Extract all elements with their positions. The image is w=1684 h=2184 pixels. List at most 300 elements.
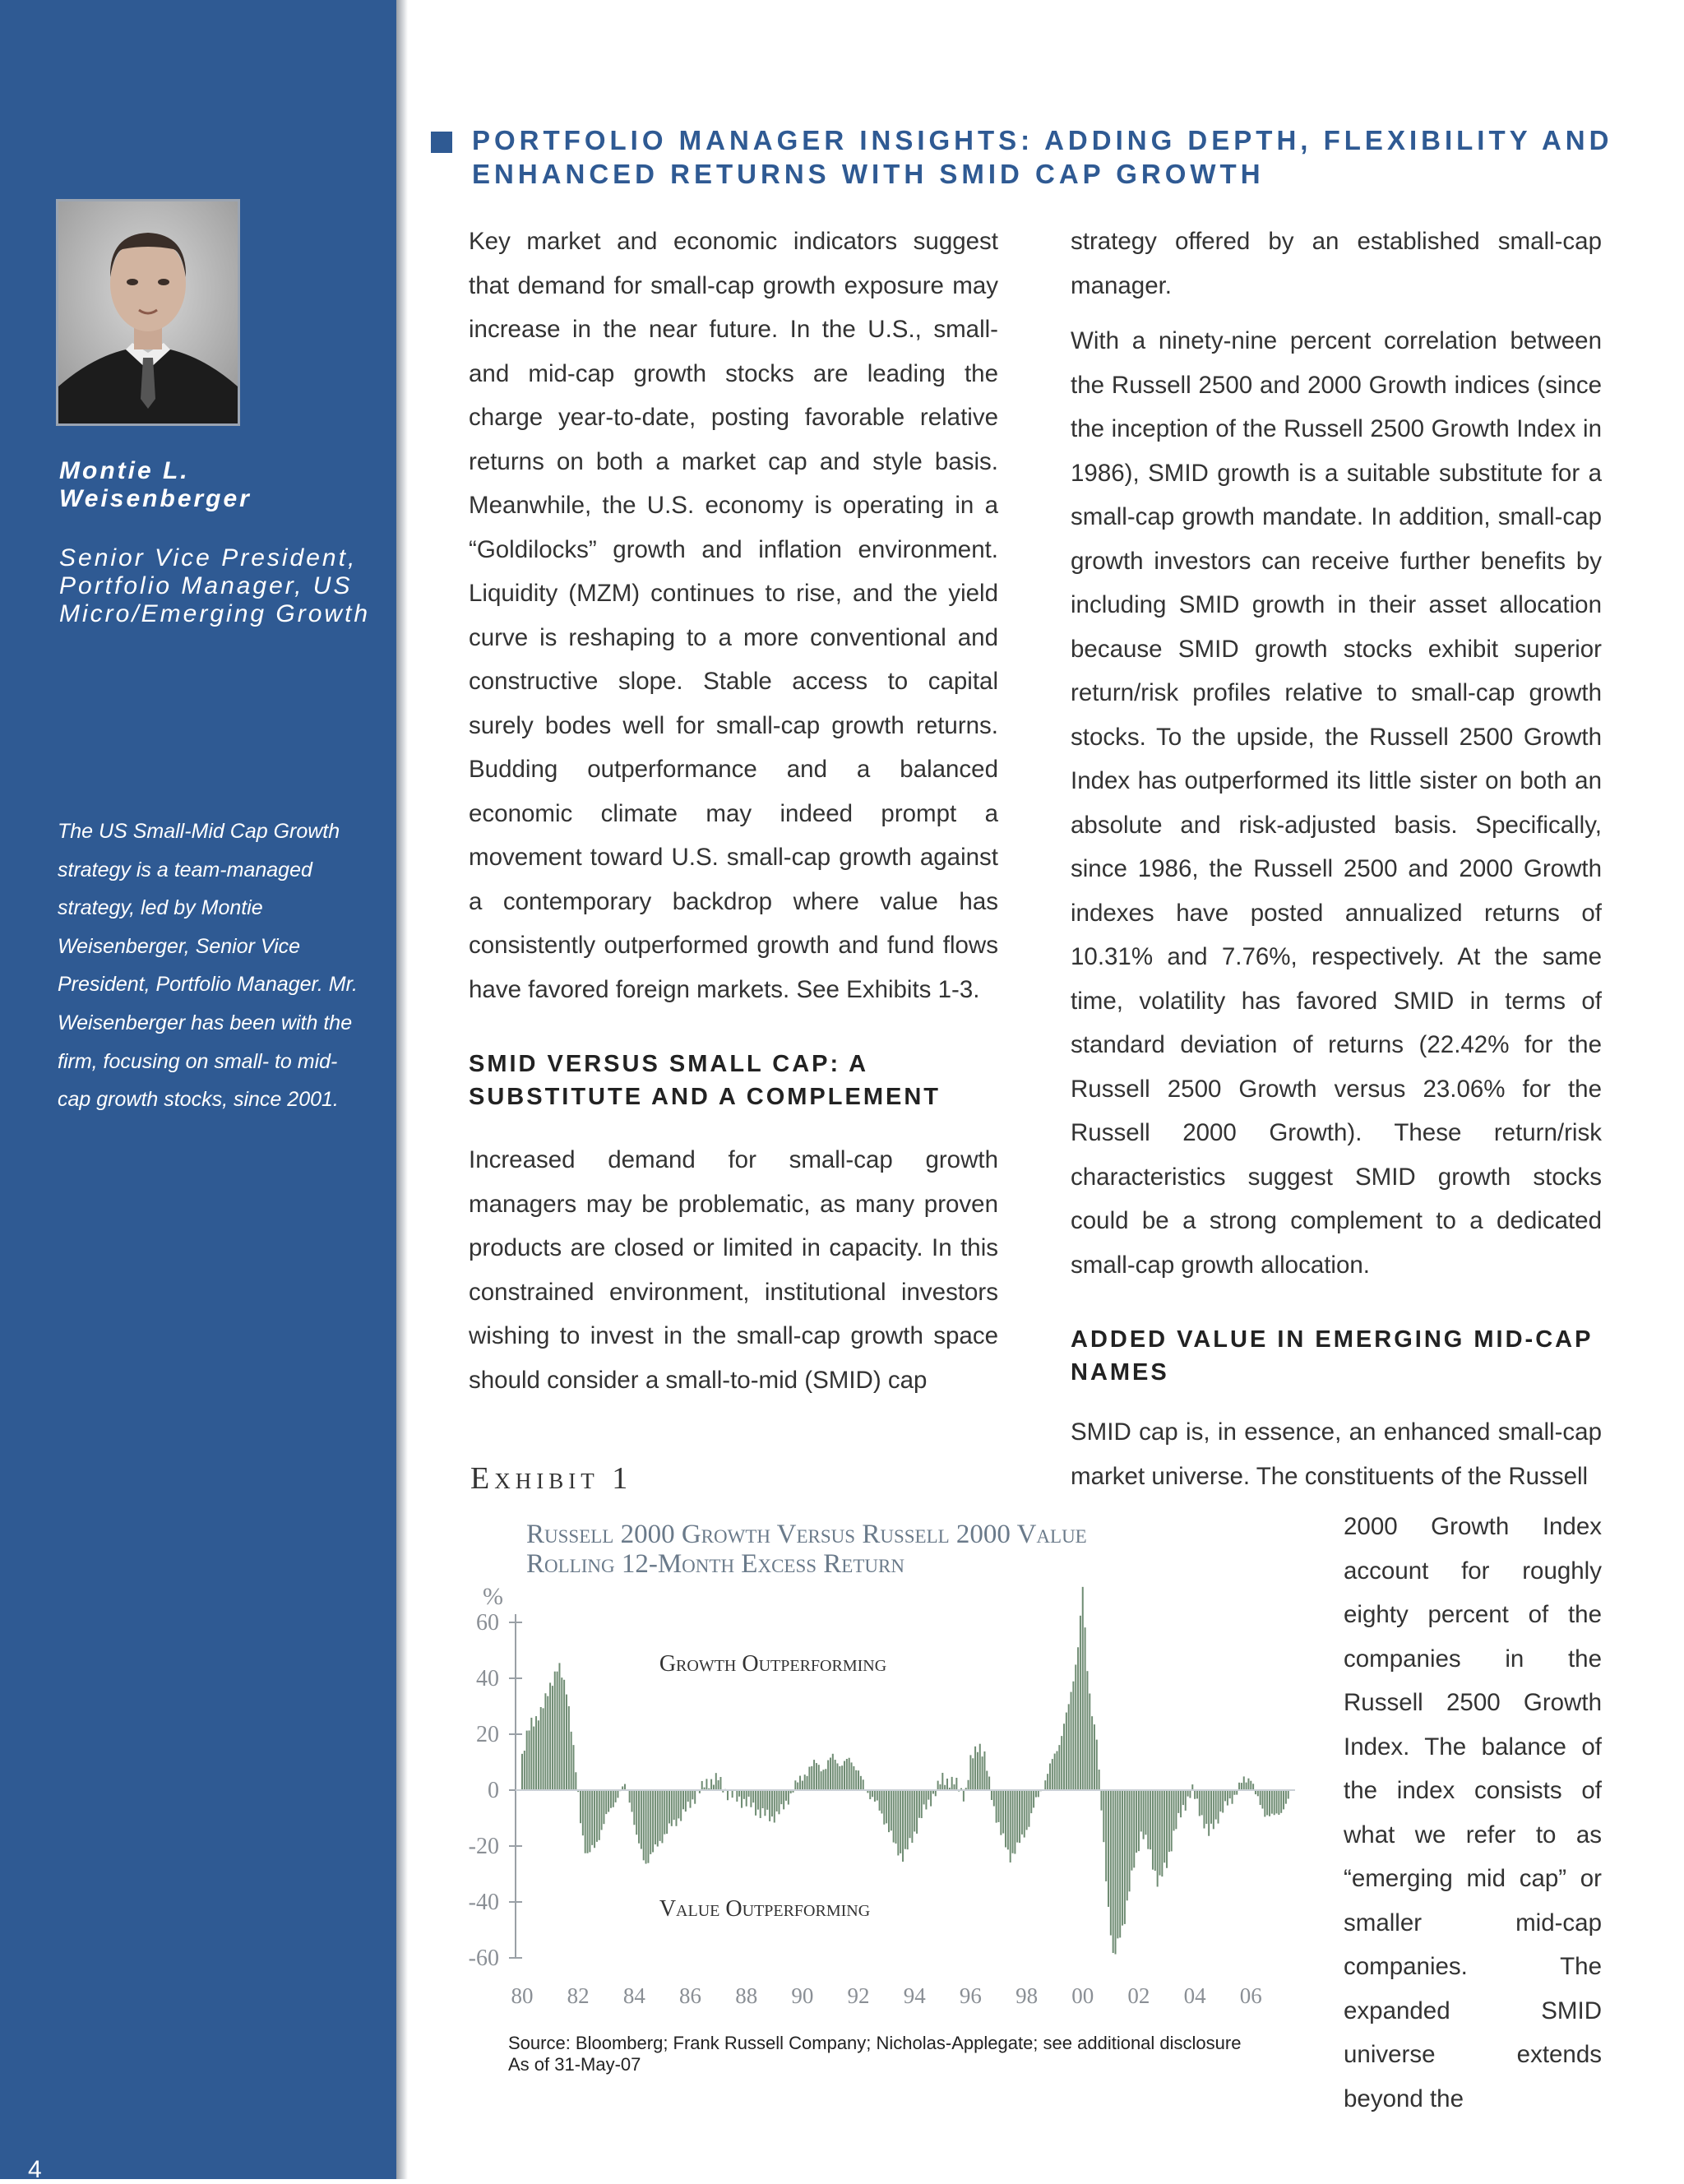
x-tick-label: 88 — [735, 1983, 758, 2008]
chart-bar — [1246, 1783, 1247, 1790]
y-axis-label: % — [483, 1583, 503, 1610]
chart-bar — [1124, 1790, 1126, 1924]
chart-bar — [750, 1790, 752, 1807]
chart-bar — [1191, 1784, 1193, 1790]
chart-bar — [526, 1731, 528, 1790]
chart-bar — [893, 1790, 895, 1843]
chart-bar — [1005, 1790, 1006, 1848]
chart-bar — [1085, 1627, 1086, 1790]
chart-bar — [937, 1781, 939, 1790]
paragraph: Key market and economic indicators suggest that demand for small-cap growth exposure may increase in the near future. In the U.S., small- and mid-cap growth stocks are leading the charge year-to-date, posting favorable relative returns on both a market cap and style basis. Meanwhile, the U.S. economy is operating in a “Goldilocks” growth and inflation environment. Liquidity (MZM) continues to rise, and the yield curve is reshaping to a more conventional and constructive slope. Stable access to capital surely bodes well for small-cap growth returns. Budding outperformance and a balanced economic climate may indeed prompt a movement toward U.S. small-cap growth against a contemporary backdrop where value has consistently outperformed growth and fund flows have favored foreign markets. See Exhibits 1-3. — [469, 228, 998, 1003]
chart-bar — [1094, 1724, 1095, 1790]
chart-bar — [907, 1790, 909, 1849]
chart-bar — [1066, 1713, 1067, 1790]
chart-bar — [1131, 1790, 1132, 1871]
chart-bar — [846, 1759, 848, 1790]
chart-bar — [664, 1790, 665, 1835]
chart-bar — [1129, 1790, 1131, 1891]
y-tick-label: 60 — [476, 1610, 499, 1636]
chart-bar — [982, 1756, 983, 1790]
chart-bar — [615, 1790, 617, 1802]
x-tick-label: 94 — [903, 1983, 926, 2008]
x-tick-label: 92 — [847, 1983, 870, 2008]
chart-bar — [921, 1790, 923, 1818]
chart-bar — [853, 1766, 854, 1790]
chart-bar — [1180, 1790, 1182, 1817]
chart-bar — [888, 1790, 890, 1832]
chart-bar — [1038, 1790, 1039, 1797]
chart-bar — [963, 1790, 965, 1802]
chart-bar — [1288, 1790, 1289, 1799]
chart-bar — [983, 1751, 985, 1790]
chart-bar — [596, 1790, 598, 1842]
chart-bar — [636, 1790, 637, 1835]
chart-bar — [591, 1790, 593, 1845]
chart-bar — [811, 1766, 812, 1790]
y-tick-label: 40 — [476, 1666, 499, 1691]
chart-bar — [557, 1672, 558, 1790]
x-tick-label: 80 — [511, 1983, 534, 2008]
chart-bar — [902, 1790, 904, 1862]
chart-bar — [732, 1790, 733, 1798]
chart-bar — [624, 1784, 626, 1790]
x-tick-label: 96 — [959, 1983, 982, 2008]
chart-bar — [832, 1754, 834, 1790]
chart-bar — [1014, 1790, 1015, 1854]
chart-bar — [1187, 1790, 1189, 1797]
chart-bar — [923, 1790, 925, 1804]
chart-bar — [678, 1790, 679, 1818]
chart-bar — [776, 1790, 778, 1812]
chart-bar — [1113, 1790, 1114, 1953]
chart-bar — [900, 1790, 901, 1853]
chart-bar — [1161, 1790, 1163, 1876]
chart-bar — [1100, 1790, 1102, 1811]
chart-bar — [1044, 1780, 1046, 1790]
chart-bar — [1115, 1790, 1117, 1955]
y-tick-label: 0 — [488, 1778, 499, 1803]
chart-bar — [1068, 1704, 1070, 1790]
chart-bar — [1021, 1790, 1023, 1835]
chart-bar — [1164, 1790, 1165, 1862]
chart-bar — [783, 1790, 784, 1809]
chart-bar — [748, 1790, 750, 1797]
chart-bar — [610, 1790, 612, 1808]
chart-bar — [954, 1784, 955, 1790]
chart-bar — [533, 1727, 534, 1790]
chart-bar — [766, 1790, 768, 1810]
chart-bar — [986, 1771, 988, 1790]
chart-bar — [1224, 1790, 1226, 1801]
x-tick-label: 02 — [1127, 1983, 1150, 2008]
chart-bar — [650, 1790, 651, 1854]
chart-bar — [1099, 1770, 1100, 1790]
chart-title: Russell 2000 Growth Versus Russell 2000 Value — [526, 1520, 1087, 1549]
chart-bar — [977, 1752, 978, 1790]
chart-bar — [1264, 1790, 1265, 1816]
chart-bar — [911, 1790, 913, 1843]
chart-bar — [1257, 1790, 1259, 1796]
chart-bar — [804, 1774, 806, 1790]
chart-bar — [1010, 1790, 1011, 1862]
chart-bar — [718, 1780, 719, 1790]
chart-bar — [778, 1790, 780, 1814]
chart-bar — [821, 1771, 822, 1790]
chart-bar — [794, 1780, 796, 1790]
chart-bar — [886, 1790, 887, 1823]
chart-bar — [1119, 1790, 1121, 1937]
chart-bar — [1026, 1790, 1028, 1830]
chart-bar — [1227, 1790, 1228, 1806]
chart-bar — [1171, 1790, 1173, 1851]
chart-bar — [825, 1769, 826, 1790]
chart-bar — [925, 1790, 927, 1810]
chart-bar — [1000, 1790, 1002, 1835]
x-tick-label: 98 — [1015, 1983, 1039, 2008]
chart-bar — [690, 1790, 692, 1808]
chart-bar — [883, 1790, 885, 1825]
chart-bar — [1117, 1790, 1118, 1938]
chart-bar — [855, 1770, 857, 1790]
chart-bar — [561, 1677, 562, 1790]
chart-bar — [741, 1790, 743, 1808]
chart-bar — [585, 1790, 586, 1853]
chart-bar — [666, 1790, 668, 1834]
chart-bar — [715, 1773, 717, 1790]
chart-bar — [755, 1790, 756, 1816]
chart-bar — [701, 1781, 703, 1790]
chart-bar — [764, 1790, 766, 1816]
right-column-wrap-text: 2000 Growth Index account for roughly eighty percent of the companies in the Russell 2500 Growth Index. The balance of the index consists of what we refer to as “emerging mid cap” or smaller mid-cap companies. The expanded SMID universe extends beyond the — [1344, 1513, 1602, 2112]
paragraph: With a ninety-nine percent correlation between the Russell 2500 and 2000 Growth indices (since the inception of the Russell 2500 Growth Index in 1986), SMID growth is a suitable substitute for a small-cap growth mandate. In addition, small-cap growth investors can receive further benefits by including SMID growth in their asset allocation because SMID growth stocks exhibit superior return/risk profiles relative to small-cap growth stocks. To the upside, the Russell 2500 Growth Index has outperformed its little sister on both an absolute and risk-adjusted basis. Specifically, since 1986, the Russell 2500 and 2000 Growth indexes have posted annualized returns of 10.31% and 7.76%, respectively. At the same time, volatility has favored SMID in terms of standard deviation of returns (22.42% for the Russell 2500 Growth versus 23.06% for the Russell 2000 Growth). These return/risk characteristics suggest SMID growth stocks could be a strong complement to a dedicated small-cap growth allocation. — [1071, 327, 1602, 1279]
sidebar-shadow — [396, 0, 408, 2179]
chart-bar — [909, 1790, 911, 1838]
chart-bar — [1266, 1790, 1268, 1815]
chart-bar — [827, 1761, 829, 1790]
chart-bar — [1159, 1790, 1161, 1876]
chart-bar — [1138, 1790, 1140, 1851]
chart-bar — [694, 1790, 696, 1804]
chart-bar — [687, 1790, 689, 1802]
page-number: 4 — [28, 2156, 42, 2183]
chart-bar — [685, 1790, 687, 1812]
chart-bar — [830, 1757, 831, 1790]
chart-bar — [972, 1758, 974, 1790]
chart-bar — [935, 1790, 937, 1796]
chart-bar — [1054, 1754, 1056, 1790]
chart-bar — [869, 1790, 871, 1799]
chart-bar — [529, 1730, 530, 1790]
chart-bar — [736, 1790, 738, 1802]
chart-bar — [1213, 1790, 1214, 1829]
chart-bar — [939, 1784, 941, 1790]
chart-bar — [573, 1745, 575, 1790]
chart-bar — [1247, 1779, 1249, 1790]
chart-bar — [1173, 1790, 1175, 1830]
chart-bar — [629, 1790, 631, 1802]
exhibit-label: Exhibit 1 — [470, 1461, 633, 1496]
chart-bar — [540, 1707, 542, 1790]
chart-bar — [568, 1706, 570, 1790]
chart-bar — [877, 1790, 878, 1801]
chart-bar — [808, 1767, 810, 1790]
chart-bar — [659, 1790, 661, 1841]
chart-bar — [752, 1790, 754, 1802]
chart-bar — [1219, 1790, 1221, 1812]
chart-bar — [997, 1790, 999, 1822]
y-tick-label: -40 — [468, 1890, 499, 1915]
chart-bar — [969, 1755, 971, 1790]
chart-bar — [692, 1790, 693, 1799]
chart-bar — [799, 1776, 801, 1790]
chart-bar — [930, 1790, 932, 1807]
chart-bar — [535, 1716, 537, 1790]
chart-bar — [1152, 1790, 1154, 1870]
chart-bar — [1122, 1790, 1123, 1926]
chart-bar — [813, 1760, 815, 1790]
chart-bar — [996, 1790, 997, 1823]
section-subheading: SMID VERSUS SMALL CAP: A SUBSTITUTE AND A COMPLEMENT — [469, 1051, 941, 1110]
chart-bar — [1007, 1790, 1009, 1849]
chart-bar — [1203, 1790, 1205, 1829]
chart-bar — [822, 1770, 824, 1790]
chart-bar — [617, 1790, 618, 1798]
chart-bar — [1096, 1740, 1098, 1790]
chart-bar — [1194, 1790, 1196, 1799]
chart-bar — [835, 1760, 836, 1790]
x-tick-label: 82 — [567, 1983, 590, 2008]
chart-bar — [558, 1663, 560, 1790]
chart-bar — [594, 1790, 595, 1848]
chart-bar — [1058, 1745, 1060, 1790]
chart-bar — [530, 1718, 532, 1790]
chart-bar — [605, 1790, 607, 1814]
source-line: Source: Bloomberg; Frank Russell Company; Nicholas-Applegate; see additional disclosure — [508, 2033, 1242, 2053]
chart-bar — [879, 1790, 881, 1811]
y-tick-label: -60 — [468, 1946, 499, 1971]
chart-bar — [655, 1790, 656, 1844]
y-tick-label: 20 — [476, 1722, 499, 1747]
chart-bar — [710, 1779, 712, 1790]
chart-bar — [968, 1780, 969, 1790]
heading-square-icon — [431, 132, 452, 153]
chart-bar — [1024, 1790, 1025, 1838]
chart-bar — [680, 1790, 682, 1821]
chart-bar — [1276, 1790, 1278, 1813]
chart-bar — [1143, 1790, 1145, 1839]
chart-bar — [1260, 1790, 1261, 1805]
chart-bar — [928, 1790, 929, 1800]
chart-bar — [1071, 1692, 1072, 1790]
chart-bar — [1033, 1790, 1034, 1807]
chart-bar — [571, 1732, 572, 1790]
chart-bar — [1215, 1790, 1217, 1820]
chart-bar — [895, 1790, 897, 1844]
chart-bar — [727, 1790, 729, 1800]
chart-bar — [1072, 1682, 1074, 1790]
chart-bar — [1210, 1790, 1212, 1824]
chart-bar — [613, 1790, 614, 1807]
chart-bar — [1077, 1647, 1079, 1790]
chart-bar — [1133, 1790, 1135, 1867]
manager-bio: The US Small-Mid Cap Growth strategy is a team-managed strategy, led by Montie Weisenberger, Senior Vice President, Portfolio Manager. Mr. Weisenberger has been with the firm, focusing on small- to mid-cap growth stocks, since 2001. — [58, 820, 358, 1112]
chart-bar — [1205, 1790, 1207, 1824]
chart-bar — [1110, 1790, 1112, 1936]
chart-bar — [816, 1763, 817, 1790]
chart-bar — [757, 1790, 759, 1810]
chart-bar — [955, 1778, 957, 1790]
chart-bar — [1136, 1790, 1137, 1853]
chart-bar — [1271, 1790, 1273, 1814]
chart-bar — [538, 1720, 539, 1790]
chart-bar — [1105, 1790, 1107, 1881]
chart-bar — [1049, 1764, 1051, 1790]
chart-bar — [521, 1754, 523, 1790]
manager-name: Montie L. Weisenberger — [59, 457, 252, 512]
chart-bar — [1012, 1790, 1014, 1853]
exhibit-chart — [444, 1510, 1307, 2036]
chart-bar — [807, 1776, 808, 1790]
chart-bar — [1030, 1790, 1032, 1813]
chart-bar — [1261, 1790, 1263, 1808]
chart-bar — [839, 1766, 840, 1790]
paragraph: SMID cap is, in essence, an enhanced small-cap market universe. The constituents of the Russell — [1071, 1418, 1602, 1490]
chart-bar — [1091, 1716, 1093, 1790]
chart-bar — [1127, 1790, 1128, 1900]
chart-bar — [1177, 1790, 1179, 1813]
chart-bar — [1154, 1790, 1156, 1871]
chart-bar — [587, 1790, 589, 1853]
chart-bar — [872, 1790, 873, 1797]
chart-bar — [946, 1779, 948, 1790]
chart-bar — [1103, 1790, 1104, 1842]
chart-bar — [771, 1790, 773, 1816]
chart-bar — [874, 1790, 876, 1802]
as-of-line: As of 31-May-07 — [508, 2054, 641, 2075]
chart-bar — [1150, 1790, 1151, 1849]
chart-bar — [1285, 1790, 1287, 1804]
x-tick-label: 90 — [791, 1983, 814, 2008]
chart-bar — [1274, 1790, 1275, 1815]
chart-bar — [851, 1762, 853, 1790]
chart-bar — [891, 1790, 892, 1830]
x-tick-label: 06 — [1239, 1983, 1262, 2008]
chart-bar — [657, 1790, 659, 1847]
chart-bar — [1145, 1790, 1146, 1835]
chart-bar — [743, 1790, 745, 1799]
manager-title: Senior Vice President, Portfolio Manager, US Micro/Emerging Growth — [59, 544, 371, 627]
chart-bar — [1250, 1781, 1251, 1790]
chart-bar — [669, 1790, 670, 1823]
chart-bar — [1052, 1759, 1053, 1790]
chart-bar — [1168, 1790, 1170, 1852]
manager-photo — [56, 199, 240, 426]
chart-bar — [673, 1790, 675, 1820]
chart-bar — [769, 1790, 770, 1821]
chart-bar — [760, 1790, 761, 1818]
chart-bar — [1057, 1751, 1058, 1790]
x-tick-label: 00 — [1071, 1983, 1094, 2008]
chart-bar — [641, 1790, 642, 1849]
chart-bar — [647, 1790, 649, 1863]
chart-bar — [608, 1790, 609, 1812]
x-tick-label: 86 — [679, 1983, 702, 2008]
chart-bar — [580, 1790, 581, 1823]
chart-bar — [661, 1790, 663, 1843]
chart-source — [508, 2033, 1281, 2075]
chart-bar — [1080, 1616, 1081, 1790]
chart-bar — [1232, 1790, 1233, 1804]
page-title: PORTFOLIO MANAGER INSIGHTS: ADDING DEPTH, FLEXIBILITY AND ENHANCED RETURNS WITH SMID CAP GROWTH — [472, 125, 1613, 189]
chart-bar — [738, 1790, 740, 1797]
chart-bar — [1243, 1776, 1245, 1790]
chart-bar — [1196, 1790, 1198, 1798]
chart-bar — [1280, 1790, 1282, 1813]
chart-bar — [1238, 1783, 1240, 1790]
chart-bar — [589, 1790, 590, 1852]
chart-bar — [991, 1790, 992, 1800]
chart-bar — [1108, 1790, 1109, 1907]
chart-bar — [780, 1790, 782, 1804]
chart-bar — [941, 1773, 943, 1790]
chart-bar — [675, 1790, 677, 1826]
chart-bar — [599, 1790, 600, 1840]
chart-bar — [1166, 1790, 1168, 1868]
chart-bar — [1182, 1790, 1184, 1805]
chart-bar — [1028, 1790, 1029, 1827]
chart-bar — [1241, 1783, 1242, 1790]
chart-bar — [979, 1744, 981, 1790]
chart-bar — [1208, 1790, 1210, 1836]
chart-bar — [671, 1790, 673, 1826]
chart-bar — [844, 1761, 845, 1790]
chart-bar — [951, 1777, 953, 1790]
chart-bar — [818, 1765, 820, 1790]
chart-bar — [1222, 1790, 1224, 1813]
chart-bar — [774, 1790, 775, 1823]
chart-bar — [841, 1765, 843, 1790]
chart-bar — [1175, 1790, 1177, 1829]
chart-bar — [1140, 1790, 1142, 1831]
chart-bar — [858, 1770, 859, 1790]
chart-bar — [1199, 1790, 1201, 1816]
annotation-value: Value Outperforming — [659, 1896, 871, 1922]
chart-bar — [1061, 1736, 1062, 1790]
chart-bar — [549, 1682, 551, 1790]
chart-bar — [1047, 1774, 1048, 1790]
chart-svg — [444, 1510, 1307, 2020]
portrait-image — [58, 201, 238, 423]
chart-bar — [988, 1777, 990, 1790]
chart-bar — [1269, 1790, 1270, 1816]
x-tick-label: 04 — [1183, 1983, 1206, 2008]
chart-bar — [993, 1790, 995, 1807]
chart-bar — [582, 1790, 584, 1835]
chart-bar — [1086, 1671, 1088, 1790]
left-column — [469, 220, 998, 1415]
chart-bar — [652, 1790, 654, 1853]
chart-bar — [601, 1790, 603, 1830]
chart-bar — [1016, 1790, 1018, 1843]
chart-bar — [603, 1790, 604, 1824]
chart-bar — [1147, 1790, 1149, 1849]
chart-bar — [632, 1790, 633, 1812]
chart-bar — [1201, 1790, 1203, 1815]
paragraph: Increased demand for small-cap growth managers may be problematic, as many proven products are closed or limited in capacity. In this constrained environment, institutional investors wishing to invest in the small-cap growth space should consider a small-to-mid (SMID) cap — [469, 1146, 998, 1394]
chart-bar — [682, 1790, 684, 1809]
chart-bar — [638, 1790, 640, 1844]
paragraph: strategy offered by an established small-cap manager. — [1071, 228, 1602, 299]
